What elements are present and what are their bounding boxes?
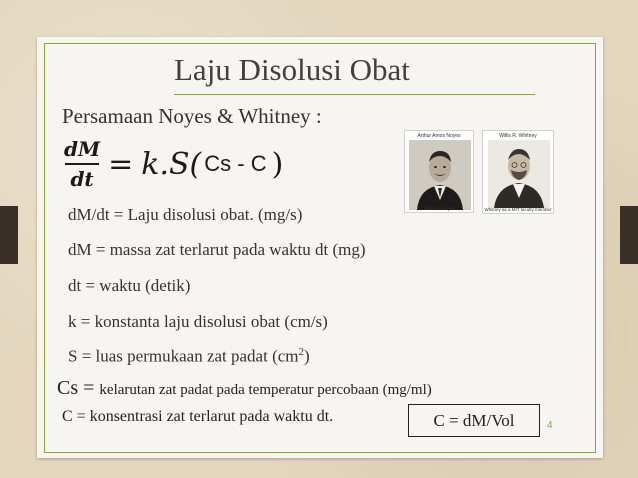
- slide-title: Laju Disolusi Obat: [174, 52, 410, 87]
- noyes-whitney-formula: [64, 134, 283, 194]
- definition-s-superscript: 2: [298, 346, 305, 358]
- page-number: 4: [547, 420, 553, 431]
- formula-equals: =: [108, 146, 134, 182]
- whitney-portrait: [482, 130, 554, 214]
- whitney-caption: Willis R. Whitney: [499, 133, 537, 139]
- whitney-subcaption: Whitney as a MIT faculty member: [484, 207, 552, 212]
- formula-numerator: dM: [64, 137, 101, 161]
- definition-s-close: ): [304, 346, 310, 366]
- definition-s-text: S = luas permukaan zat padat (cm: [68, 346, 299, 366]
- noyes-portrait-image: [409, 140, 471, 210]
- definition-k: k = konstanta laju disolusi obat (cm/s): [68, 312, 328, 331]
- formula-fraction: [64, 137, 100, 191]
- definition-cs-symbol: Cs =: [57, 377, 100, 399]
- noyes-portrait: [404, 130, 474, 213]
- definition-cs-text: kelarutan zat padat pada temperatur percobaan (mg/ml): [99, 382, 432, 398]
- noyes-signature: Arthur A. Noyes: [423, 206, 455, 211]
- title-underline: [174, 94, 535, 95]
- formula-close-paren: ): [271, 146, 284, 182]
- definition-c: C = konsentrasi zat terlarut pada waktu dt.: [62, 408, 334, 425]
- fraction-bar: [65, 163, 99, 165]
- formula-denominator: dt: [70, 167, 94, 191]
- formula-cs-minus-c: Cs - C: [204, 151, 267, 176]
- slide-subtitle: Persamaan Noyes & Whitney :: [62, 104, 322, 128]
- definition-dt: dt = waktu (detik): [68, 276, 191, 295]
- whitney-portrait-image: [488, 140, 550, 208]
- definition-s: [68, 346, 310, 367]
- formula-k-s: k.S(: [141, 146, 202, 182]
- right-tab-decoration: [620, 206, 638, 264]
- definition-dm-dt: dM/dt = Laju disolusi obat. (mg/s): [68, 205, 303, 224]
- left-tab-decoration: [0, 206, 18, 264]
- concentration-box: C = dM/Vol: [408, 404, 540, 437]
- noyes-caption: Arthur Amos Noyes: [417, 133, 461, 139]
- definition-dm: dM = massa zat terlarut pada waktu dt (mg): [68, 240, 366, 259]
- definition-cs: [57, 377, 432, 400]
